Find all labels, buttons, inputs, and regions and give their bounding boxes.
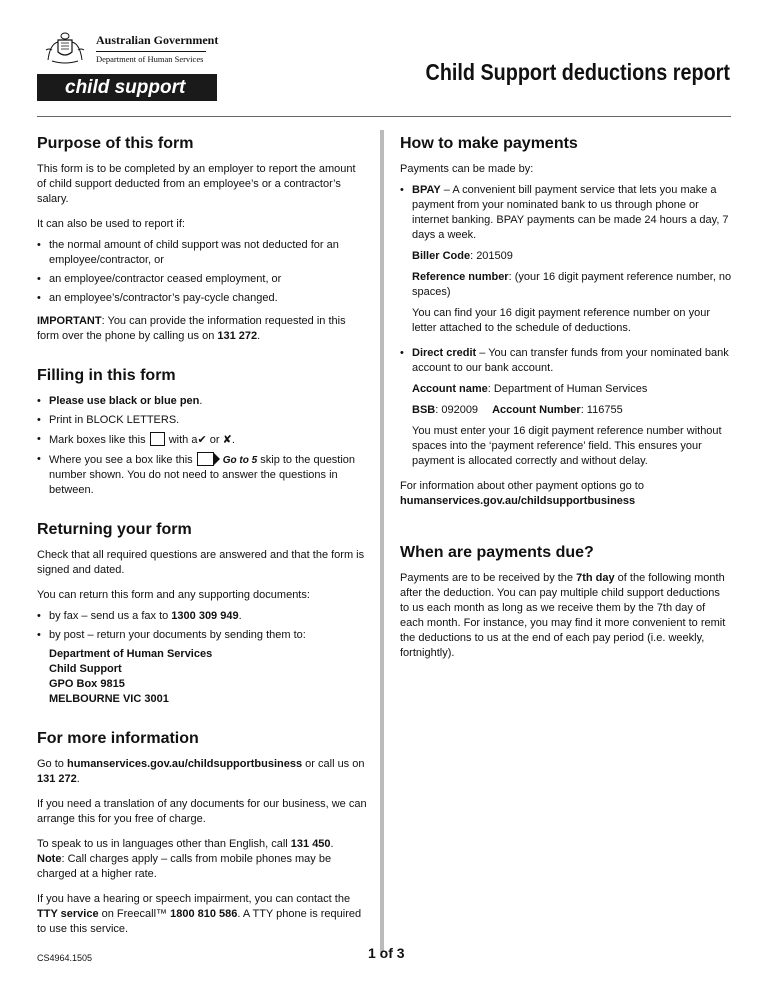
list-item: • by post – return your documents by sending them to: — [37, 628, 367, 643]
purpose-important: IMPORTANT: You can provide the information requested in this form over the phone by calling us on 131 272. — [37, 315, 346, 342]
returning-list — [37, 609, 367, 643]
more-info-section — [37, 729, 367, 937]
cross-icon: ✘ — [222, 434, 232, 446]
purpose-list — [37, 238, 367, 306]
due-heading: When are payments due? — [400, 544, 594, 561]
list-item: • an employee’s/contractor’s pay-cycle changed. — [37, 291, 367, 306]
tick-icon: ✔ — [197, 434, 207, 446]
purpose-also-lead: It can also be used to report if: — [37, 218, 185, 230]
due-section — [400, 543, 732, 661]
government-name: Australian Government — [96, 33, 219, 47]
more-info-para: If you need a translation of any documents for our business, we can arrange this for you free of charge. — [37, 798, 367, 825]
website-link[interactable]: humanservices.gov.au/childsupportbusiness — [66, 758, 303, 770]
more-info-para: If you have a hearing or speech impairment, you can contact the TTY service on Freecall™ 1800 810 586. A TTY phone is required to use this service. — [37, 893, 362, 935]
phone-number: 131 272 — [217, 330, 258, 342]
note-label: Note — [37, 853, 62, 865]
more-info-para: Go to humanservices.gov.au/childsupportbusiness or call us on 131 272. — [37, 758, 365, 785]
sample-checkbox-icon — [150, 432, 165, 446]
account-number: : 116755 — [580, 404, 623, 416]
left-column — [37, 134, 367, 947]
payments-list — [400, 183, 732, 469]
goto-box-icon — [197, 452, 214, 466]
payments-section — [400, 134, 732, 509]
postal-address: Department of Human Services Child Support GPO Box 9815 MELBOURNE VIC 3001 — [49, 648, 213, 705]
purpose-heading: Purpose of this form — [37, 135, 194, 152]
filling-list — [37, 394, 367, 498]
biller-code: : 201509 — [470, 250, 513, 262]
right-column — [400, 134, 732, 671]
more-info-heading: For more information — [37, 730, 199, 747]
payments-heading: How to make payments — [400, 135, 578, 152]
list-item-bpay: • BPAY – A convenient bill payment service that lets you make a payment from your nominated bank to us through phone or internet banking. BPAY payments can be made 24 hours a day, 7 days a week. Biller Code: 201509 Reference number: (your 16 digit payment reference number, no spaces) You can find your 16 digit payment reference number on your letter attached to the schedule of deductions. — [400, 183, 732, 336]
program-badge: child support — [37, 74, 217, 101]
department-name: Department of Human Services — [96, 54, 204, 64]
list-item: • Where you see a box like this Go to 5 skip to the question number shown. You do not need to answer the questions in between. — [37, 452, 367, 498]
returning-para: Check that all required questions are answered and that the form is signed and dated. — [37, 549, 365, 576]
important-label: IMPORTANT — [37, 315, 102, 327]
coat-of-arms-icon — [44, 30, 86, 64]
page-number: 1 of 3 — [368, 945, 405, 961]
payments-other: For information about other payment options go to humanservices.gov.au/childsupportbusiness — [400, 480, 644, 507]
purpose-section — [37, 134, 367, 344]
filling-heading: Filling in this form — [37, 367, 176, 384]
list-item-direct-credit: • Direct credit – You can transfer funds from your nominated bank account to our bank account. Account name: Department of Human Services BSB: 092009 Account Number: 116755 You must enter your 16 digit payment reference number without spaces into the ‘payment reference’ field. This ensures your payment is allocated correctly and without delay. — [400, 346, 732, 469]
returning-para: You can return this form and any supporting documents: — [37, 589, 310, 601]
bsb-number: : 092009 — [435, 404, 479, 416]
list-item: • Mark boxes like this with a✔ or ✘. — [37, 432, 367, 448]
list-item: • Print in BLOCK LETTERS. — [37, 413, 367, 428]
list-item: • by fax – send us a fax to 1300 309 949. — [37, 609, 367, 624]
fax-number: 1300 309 949 — [171, 610, 239, 622]
phone-number: 131 450 — [290, 838, 331, 850]
government-rule — [96, 51, 206, 52]
column-divider — [380, 130, 384, 952]
due-text: Payments are to be received by the 7th day of the following month after the deduction. You can pay multiple child support deductions to us each month as long as we receive them by the 7th day of each month. For instance, you may find it more convenient to remit the deductions to us at the end of each pay period (i.e. weekly, fortnightly). — [400, 572, 726, 659]
goto-arrow-icon — [214, 453, 220, 465]
list-item: • the normal amount of child support was not deducted for an employee/contractor, or — [37, 238, 367, 268]
returning-section — [37, 520, 367, 707]
purpose-intro: This form is to be completed by an employer to report the amount of child support deducted from an employee’s or a contractor’s salary. — [37, 163, 356, 205]
returning-heading: Returning your form — [37, 521, 192, 538]
website-link[interactable]: humanservices.gov.au/childsupportbusiness — [400, 495, 636, 507]
list-item: • Please use black or blue pen. — [37, 394, 367, 409]
phone-number: 131 272 — [37, 773, 77, 785]
page-title: Child Support deductions report — [425, 59, 730, 85]
header-divider — [37, 116, 731, 117]
payments-lead: Payments can be made by: — [400, 163, 534, 175]
page-header — [0, 0, 768, 120]
filling-section — [37, 366, 367, 498]
list-item: • an employee/contractor ceased employment, or — [37, 272, 367, 287]
goto-label: Go to 5 — [222, 455, 258, 466]
form-code: CS4964.1505 — [37, 953, 93, 963]
phone-number: 1800 810 586 — [170, 908, 238, 920]
more-info-para: To speak to us in languages other than English, call 131 450. Note: Call charges apply – calls from mobile phones may be charged at a higher rate. — [37, 838, 334, 880]
